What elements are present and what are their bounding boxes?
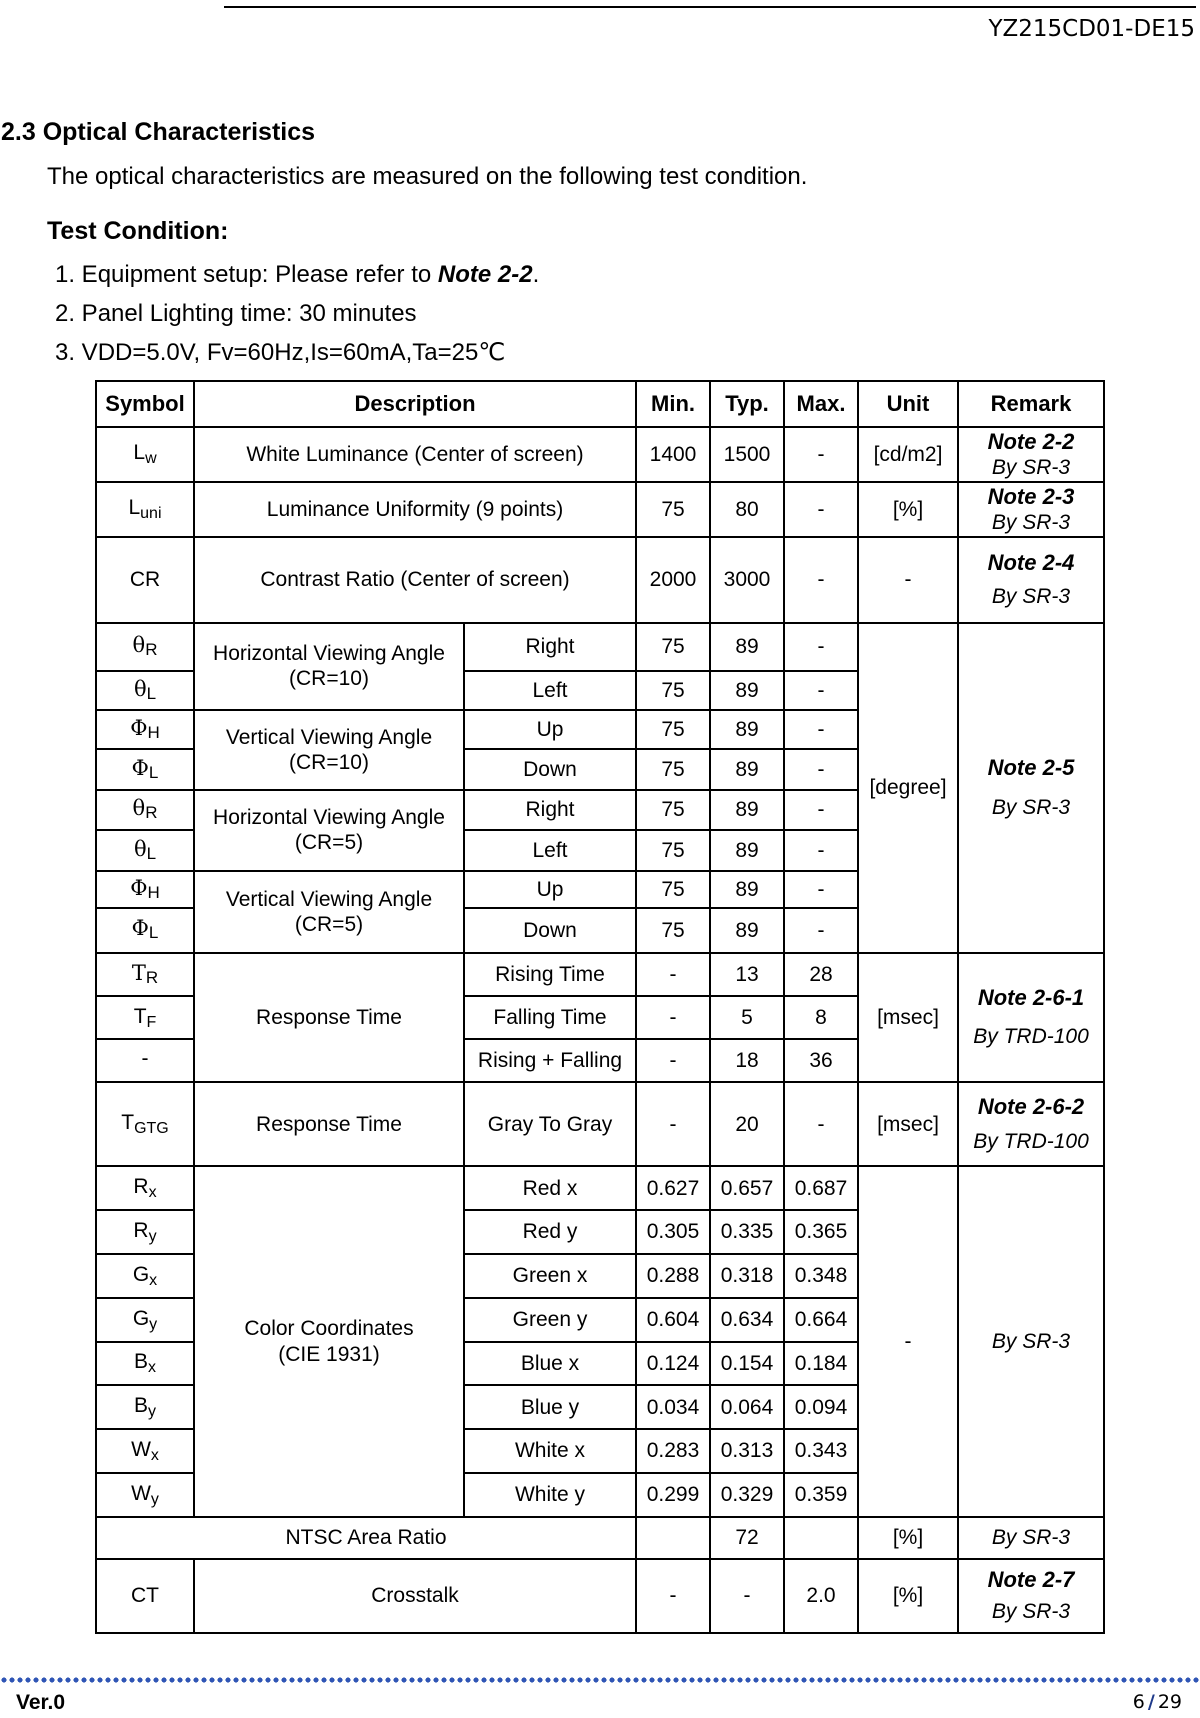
header-remark: Remark bbox=[958, 381, 1104, 427]
symbol-cell: $T_{GTG}$ bbox=[96, 1082, 194, 1167]
header-min: Min. bbox=[636, 381, 710, 427]
direction-cell: Up bbox=[464, 710, 636, 749]
remark-method: By SR-3 bbox=[991, 585, 1071, 609]
test-condition-list bbox=[55, 255, 539, 372]
min-cell: 1400 bbox=[636, 427, 710, 482]
direction-cell: Up bbox=[464, 871, 636, 908]
symbol-cell: $B_y$ bbox=[96, 1385, 194, 1429]
remark-cell bbox=[958, 427, 1104, 482]
symbol-cell: $\theta_L$ bbox=[96, 830, 194, 871]
header-typ: Typ. bbox=[710, 381, 784, 427]
symbol-cell: $W_y$ bbox=[96, 1473, 194, 1517]
remark-method: By SR-3 bbox=[991, 1600, 1071, 1624]
max-cell: - bbox=[784, 710, 858, 749]
page-number bbox=[1133, 1691, 1182, 1713]
symbol-cell: $R_y$ bbox=[96, 1210, 194, 1254]
item-cell: Red y bbox=[464, 1210, 636, 1254]
description-cell: Luminance Uniformity (9 points) bbox=[194, 482, 636, 537]
remark-method: By SR-3 bbox=[991, 511, 1071, 535]
max-cell: 0.343 bbox=[784, 1429, 858, 1473]
max-cell bbox=[784, 1517, 858, 1559]
table-row bbox=[96, 623, 1104, 672]
table-row bbox=[96, 1166, 1104, 1210]
symbol-cell: CR bbox=[96, 537, 194, 623]
min-cell: 75 bbox=[636, 749, 710, 790]
header-rule bbox=[224, 6, 1196, 8]
unit-cell: - bbox=[858, 537, 958, 623]
test-condition-item bbox=[55, 294, 539, 333]
description-cell: Horizontal Viewing Angle (CR=10) bbox=[194, 623, 464, 711]
remark-method: By SR-3 bbox=[991, 1329, 1071, 1353]
test-condition-heading: Test Condition: bbox=[47, 217, 229, 245]
typ-cell: 0.318 bbox=[710, 1254, 784, 1298]
min-cell: 75 bbox=[636, 482, 710, 537]
typ-cell: 13 bbox=[710, 953, 784, 997]
direction-cell: Left bbox=[464, 830, 636, 871]
max-cell: 28 bbox=[784, 953, 858, 997]
max-cell: - bbox=[784, 749, 858, 790]
condition-text: 1. Equipment setup: Please refer to bbox=[55, 261, 438, 288]
remark-note: Note 2-3 bbox=[987, 483, 1075, 509]
typ-cell: 89 bbox=[710, 830, 784, 871]
table-header-row bbox=[96, 381, 1104, 427]
remark-cell bbox=[958, 482, 1104, 537]
unit-cell: [degree] bbox=[858, 623, 958, 953]
unit-cell: [%] bbox=[858, 482, 958, 537]
condition-tail: . bbox=[532, 261, 540, 288]
item-cell: Falling Time bbox=[464, 996, 636, 1039]
typ-cell: 18 bbox=[710, 1039, 784, 1082]
min-cell: - bbox=[636, 1039, 710, 1082]
version-label: Ver.0 bbox=[16, 1691, 66, 1714]
description-cell: White Luminance (Center of screen) bbox=[194, 427, 636, 482]
symbol-cell: CT bbox=[96, 1559, 194, 1634]
item-cell: White x bbox=[464, 1429, 636, 1473]
remark-method: By SR-3 bbox=[991, 1526, 1071, 1550]
max-cell: 0.359 bbox=[784, 1473, 858, 1517]
min-cell: 0.034 bbox=[636, 1385, 710, 1429]
table-row bbox=[96, 1082, 1104, 1167]
item-cell: Red x bbox=[464, 1166, 636, 1210]
typ-cell: 89 bbox=[710, 908, 784, 953]
min-cell: 0.288 bbox=[636, 1254, 710, 1298]
typ-cell: 89 bbox=[710, 790, 784, 831]
unit-cell: - bbox=[858, 1166, 958, 1516]
remark-cell bbox=[958, 953, 1104, 1082]
min-cell: 75 bbox=[636, 790, 710, 831]
symbol-cell: $\theta_R$ bbox=[96, 790, 194, 831]
typ-cell: 0.634 bbox=[710, 1298, 784, 1342]
typ-cell: 0.064 bbox=[710, 1385, 784, 1429]
max-cell: - bbox=[784, 482, 858, 537]
description-cell: Response Time bbox=[194, 953, 464, 1082]
max-cell: - bbox=[784, 1082, 858, 1167]
typ-cell: 3000 bbox=[710, 537, 784, 623]
symbol-cell: $B_x$ bbox=[96, 1342, 194, 1386]
test-condition-item bbox=[55, 333, 539, 372]
min-cell: 75 bbox=[636, 671, 710, 710]
typ-cell: 89 bbox=[710, 623, 784, 672]
unit-cell: [msec] bbox=[858, 1082, 958, 1167]
table-row bbox=[96, 953, 1104, 997]
remark-cell bbox=[958, 1517, 1104, 1559]
symbol-cell: $\theta_R$ bbox=[96, 623, 194, 672]
unit-cell: [%] bbox=[858, 1517, 958, 1559]
max-cell: - bbox=[784, 790, 858, 831]
max-cell: - bbox=[784, 908, 858, 953]
description-cell: Horizontal Viewing Angle (CR=5) bbox=[194, 790, 464, 871]
remark-method: By TRD-100 bbox=[973, 1129, 1089, 1153]
symbol-cell: - bbox=[96, 1039, 194, 1082]
symbol-cell: $\Phi_H$ bbox=[96, 710, 194, 749]
unit-cell: [%] bbox=[858, 1559, 958, 1634]
total-pages: 29 bbox=[1157, 1691, 1182, 1713]
header-symbol: Symbol bbox=[96, 381, 194, 427]
max-cell: 0.664 bbox=[784, 1298, 858, 1342]
description-cell: Vertical Viewing Angle (CR=5) bbox=[194, 871, 464, 952]
description-cell: Vertical Viewing Angle (CR=10) bbox=[194, 710, 464, 789]
typ-cell: 0.657 bbox=[710, 1166, 784, 1210]
condition-text: 2. Panel Lighting time: 30 minutes bbox=[55, 300, 417, 327]
min-cell: 0.299 bbox=[636, 1473, 710, 1517]
item-cell: Green y bbox=[464, 1298, 636, 1342]
table-row bbox=[96, 1559, 1104, 1634]
header-description: Description bbox=[194, 381, 636, 427]
min-cell: 0.283 bbox=[636, 1429, 710, 1473]
item-cell: White y bbox=[464, 1473, 636, 1517]
symbol-cell: $T_R$ bbox=[96, 953, 194, 997]
footer-dotted-rule bbox=[0, 1677, 1200, 1683]
direction-cell: Right bbox=[464, 790, 636, 831]
typ-cell: 0.329 bbox=[710, 1473, 784, 1517]
max-cell: 0.184 bbox=[784, 1342, 858, 1386]
max-cell: 2.0 bbox=[784, 1559, 858, 1634]
remark-cell bbox=[958, 1166, 1104, 1516]
description-cell: NTSC Area Ratio bbox=[96, 1517, 636, 1559]
item-cell: Gray To Gray bbox=[464, 1082, 636, 1167]
remark-note: Note 2-5 bbox=[987, 754, 1075, 780]
min-cell: 75 bbox=[636, 871, 710, 908]
unit-cell: [cd/m2] bbox=[858, 427, 958, 482]
typ-cell: 0.154 bbox=[710, 1342, 784, 1386]
direction-cell: Right bbox=[464, 623, 636, 672]
max-cell: - bbox=[784, 830, 858, 871]
symbol-cell: $\theta_L$ bbox=[96, 671, 194, 710]
section-title: 2.3 Optical Characteristics bbox=[1, 118, 316, 146]
condition-text: 3. VDD=5.0V, Fv=60Hz,Is=60mA,Ta=25℃ bbox=[55, 339, 506, 366]
remark-cell bbox=[958, 537, 1104, 623]
table-row bbox=[96, 482, 1104, 537]
remark-cell bbox=[958, 623, 1104, 953]
symbol-cell: $T_F$ bbox=[96, 996, 194, 1039]
page-separator: / bbox=[1147, 1691, 1155, 1713]
min-cell: - bbox=[636, 953, 710, 997]
min-cell: 75 bbox=[636, 830, 710, 871]
item-cell: Blue y bbox=[464, 1385, 636, 1429]
symbol-cell: $W_x$ bbox=[96, 1429, 194, 1473]
min-cell: 0.124 bbox=[636, 1342, 710, 1386]
direction-cell: Left bbox=[464, 671, 636, 710]
max-cell: 8 bbox=[784, 996, 858, 1039]
min-cell: - bbox=[636, 1559, 710, 1634]
typ-cell: 5 bbox=[710, 996, 784, 1039]
min-cell bbox=[636, 1517, 710, 1559]
header-unit: Unit bbox=[858, 381, 958, 427]
description-cell: Contrast Ratio (Center of screen) bbox=[194, 537, 636, 623]
remark-method: By SR-3 bbox=[991, 796, 1071, 820]
symbol-cell: $\Phi_H$ bbox=[96, 871, 194, 908]
header-max: Max. bbox=[784, 381, 858, 427]
remark-cell bbox=[958, 1559, 1104, 1634]
symbol-cell: $G_x$ bbox=[96, 1254, 194, 1298]
typ-cell: 0.313 bbox=[710, 1429, 784, 1473]
symbol-cell: $L_w$ bbox=[96, 427, 194, 482]
max-cell: 36 bbox=[784, 1039, 858, 1082]
direction-cell: Down bbox=[464, 908, 636, 953]
remark-note: Note 2-7 bbox=[987, 1566, 1075, 1592]
max-cell: - bbox=[784, 623, 858, 672]
max-cell: - bbox=[784, 671, 858, 710]
item-cell: Rising Time bbox=[464, 953, 636, 997]
min-cell: 0.604 bbox=[636, 1298, 710, 1342]
min-cell: - bbox=[636, 996, 710, 1039]
description-cell: Response Time bbox=[194, 1082, 464, 1167]
typ-cell: 72 bbox=[710, 1517, 784, 1559]
typ-cell: 89 bbox=[710, 871, 784, 908]
typ-cell: 89 bbox=[710, 671, 784, 710]
note-reference: Note 2-2 bbox=[437, 261, 533, 288]
max-cell: - bbox=[784, 871, 858, 908]
remark-method: By SR-3 bbox=[991, 456, 1071, 480]
optical-characteristics-table bbox=[95, 380, 1105, 1634]
direction-cell: Down bbox=[464, 749, 636, 790]
typ-cell: - bbox=[710, 1559, 784, 1634]
min-cell: 2000 bbox=[636, 537, 710, 623]
symbol-cell: $G_y$ bbox=[96, 1298, 194, 1342]
remark-method: By TRD-100 bbox=[973, 1024, 1089, 1048]
min-cell: 0.627 bbox=[636, 1166, 710, 1210]
remark-cell bbox=[958, 1082, 1104, 1167]
min-cell: 75 bbox=[636, 710, 710, 749]
remark-note: Note 2-6-1 bbox=[977, 985, 1085, 1011]
min-cell: - bbox=[636, 1082, 710, 1167]
table-row bbox=[96, 1517, 1104, 1559]
symbol-cell: $\Phi_L$ bbox=[96, 908, 194, 953]
min-cell: 0.305 bbox=[636, 1210, 710, 1254]
symbol-cell: $\Phi_L$ bbox=[96, 749, 194, 790]
max-cell: - bbox=[784, 427, 858, 482]
unit-cell: [msec] bbox=[858, 953, 958, 1082]
symbol-cell: $L_{uni}$ bbox=[96, 482, 194, 537]
typ-cell: 20 bbox=[710, 1082, 784, 1167]
max-cell: - bbox=[784, 537, 858, 623]
test-condition-item bbox=[55, 255, 539, 294]
item-cell: Rising + Falling bbox=[464, 1039, 636, 1082]
symbol-cell: $R_x$ bbox=[96, 1166, 194, 1210]
min-cell: 75 bbox=[636, 623, 710, 672]
item-cell: Green x bbox=[464, 1254, 636, 1298]
current-page: 6 bbox=[1132, 1691, 1145, 1713]
typ-cell: 80 bbox=[710, 482, 784, 537]
typ-cell: 1500 bbox=[710, 427, 784, 482]
item-cell: Blue x bbox=[464, 1342, 636, 1386]
min-cell: 75 bbox=[636, 908, 710, 953]
table-row bbox=[96, 537, 1104, 623]
typ-cell: 89 bbox=[710, 710, 784, 749]
section-intro: The optical characteristics are measured on the following test condition. bbox=[47, 163, 808, 190]
table-row bbox=[96, 427, 1104, 482]
description-cell: Color Coordinates (CIE 1931) bbox=[194, 1166, 464, 1516]
typ-cell: 0.335 bbox=[710, 1210, 784, 1254]
remark-note: Note 2-2 bbox=[987, 428, 1075, 454]
max-cell: 0.094 bbox=[784, 1385, 858, 1429]
max-cell: 0.687 bbox=[784, 1166, 858, 1210]
description-cell: Crosstalk bbox=[194, 1559, 636, 1634]
remark-note: Note 2-6-2 bbox=[977, 1094, 1085, 1120]
max-cell: 0.348 bbox=[784, 1254, 858, 1298]
max-cell: 0.365 bbox=[784, 1210, 858, 1254]
typ-cell: 89 bbox=[710, 749, 784, 790]
document-id: YZ215CD01-DE15 bbox=[988, 16, 1195, 42]
remark-note: Note 2-4 bbox=[987, 549, 1075, 575]
